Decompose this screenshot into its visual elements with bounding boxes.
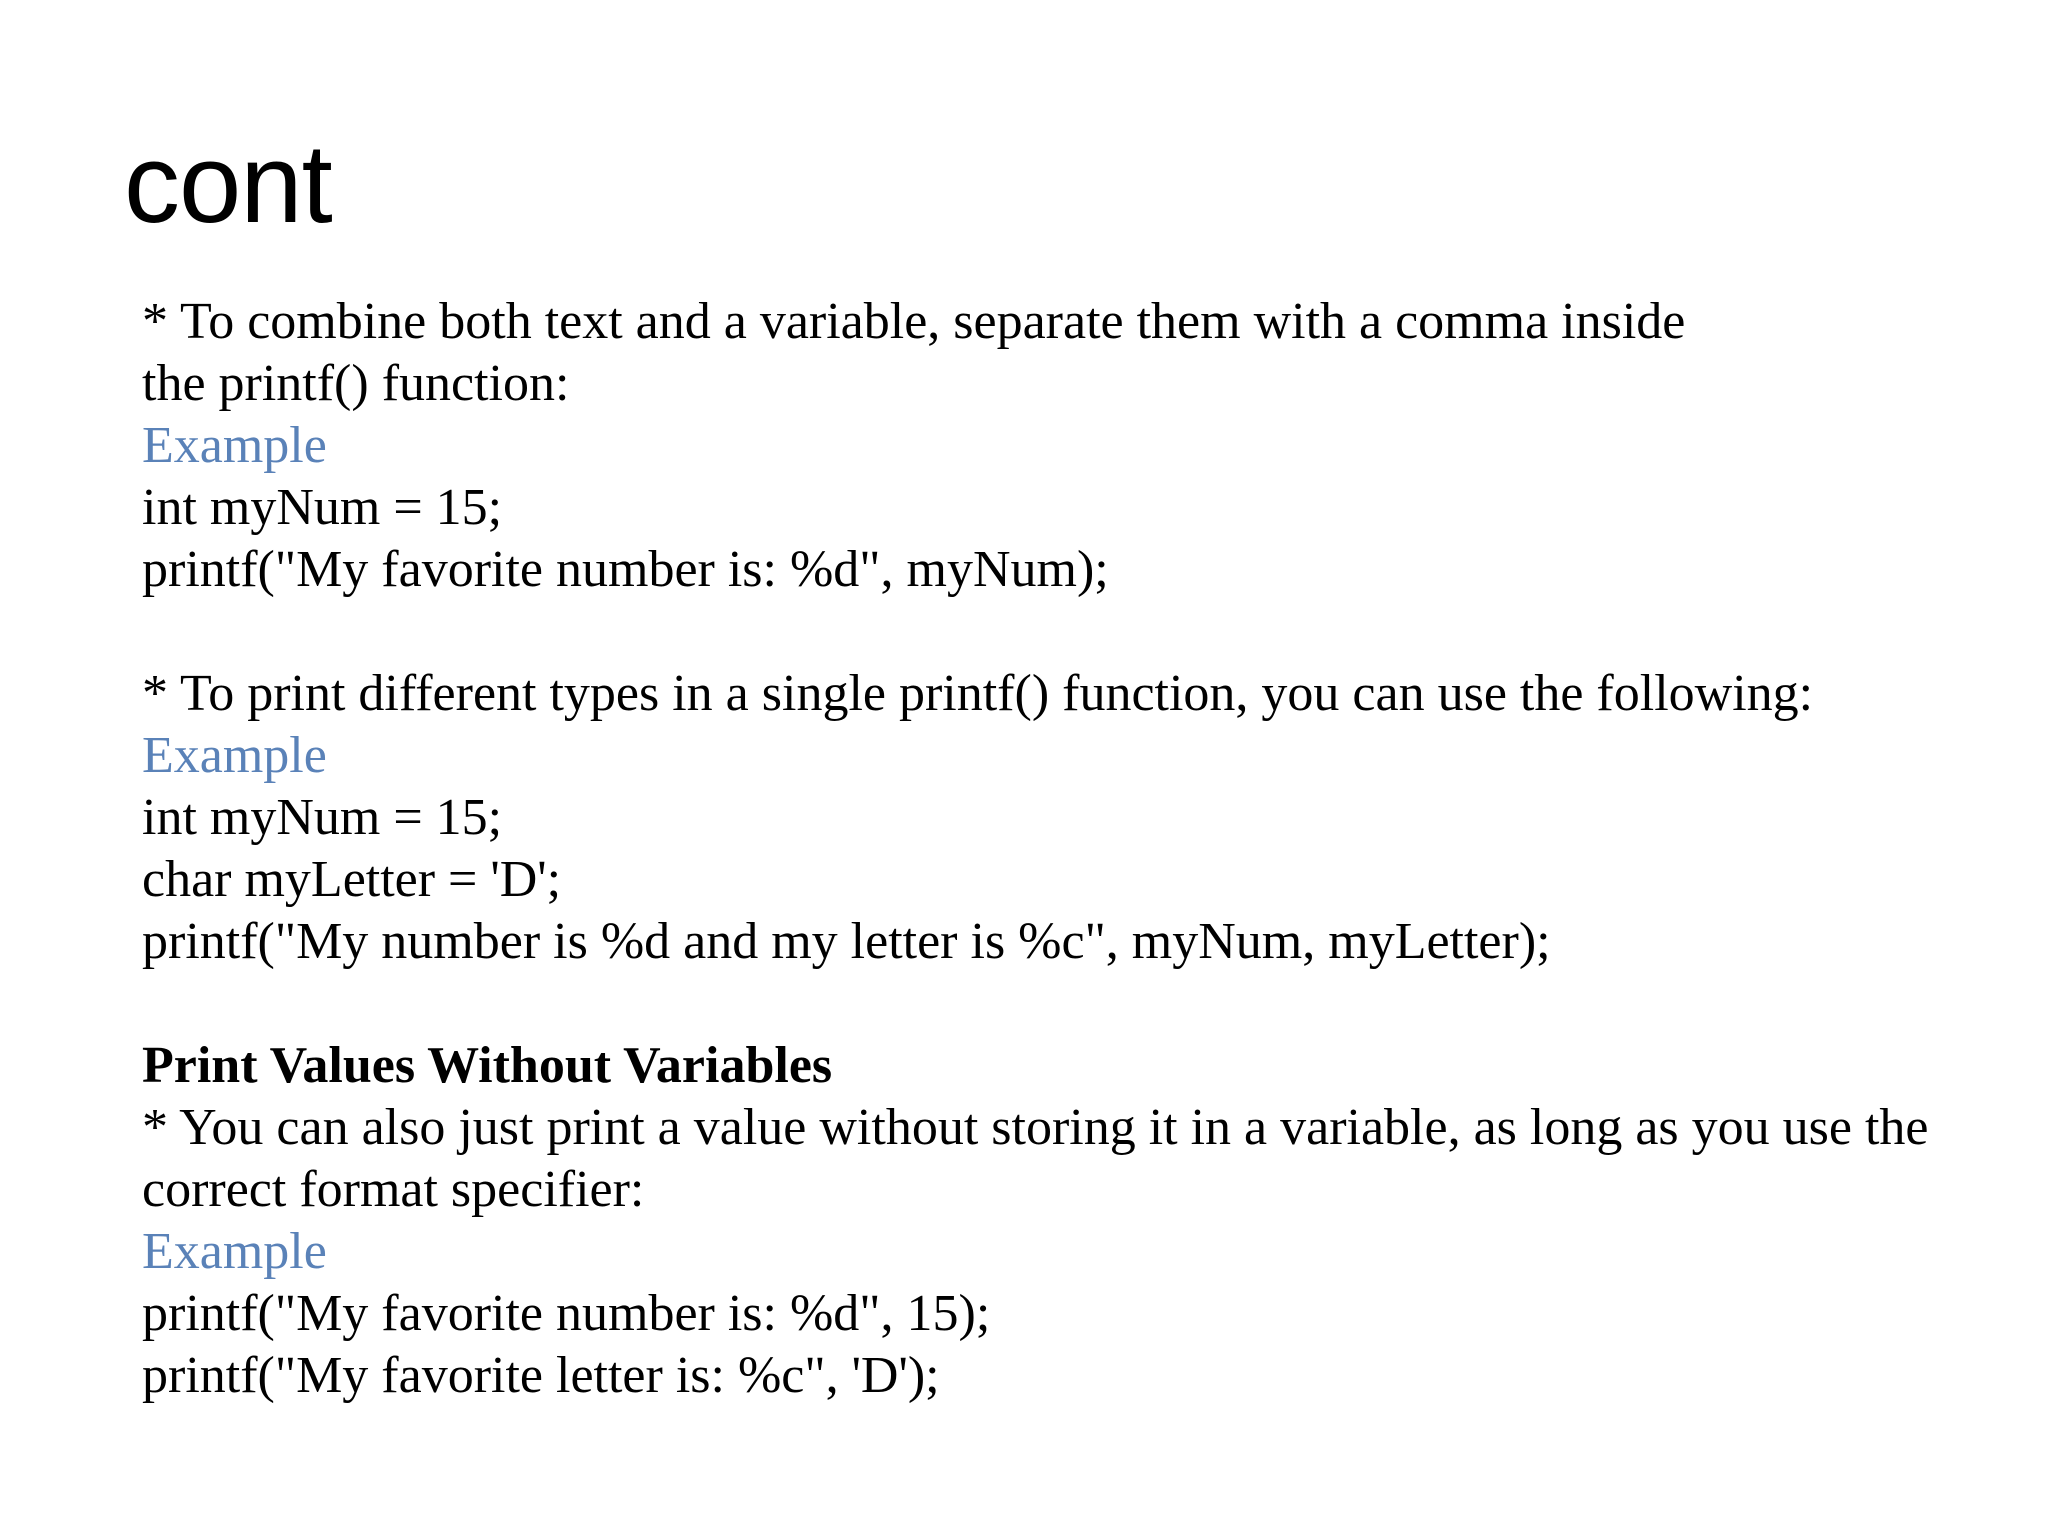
section3-code-line2: printf("My favorite letter is: %c", 'D'); <box>142 1347 940 1404</box>
slide-body <box>142 291 2022 1407</box>
section3-text-line2: correct format specifier: <box>142 1161 645 1218</box>
section1-code-line2: printf("My favorite number is: %d", myNum); <box>142 541 1109 598</box>
section1-text-line2: the printf() function: <box>142 355 570 412</box>
section3-code-line1: printf("My favorite number is: %d", 15); <box>142 1285 991 1342</box>
section1-example-label: Example <box>142 417 327 474</box>
spacer <box>142 973 2022 1035</box>
section1-text-line1: * To combine both text and a variable, separate them with a comma inside <box>142 293 1686 350</box>
slide-title: cont <box>124 121 332 246</box>
section3-example-label: Example <box>142 1223 327 1280</box>
section2-code-line3: printf("My number is %d and my letter is %c", myNum, myLetter); <box>142 913 1551 970</box>
section2-code-line2: char myLetter = 'D'; <box>142 851 562 908</box>
section1-code-line1: int myNum = 15; <box>142 479 503 536</box>
section2-code-line1: int myNum = 15; <box>142 789 503 846</box>
spacer <box>142 601 2022 663</box>
section3-heading: Print Values Without Variables <box>142 1037 833 1094</box>
section2-example-label: Example <box>142 727 327 784</box>
section3-text-line1: * You can also just print a value without storing it in a variable, as long as you use the <box>142 1099 1929 1156</box>
section2-text-line1: * To print different types in a single printf() function, you can use the following: <box>142 665 1814 722</box>
